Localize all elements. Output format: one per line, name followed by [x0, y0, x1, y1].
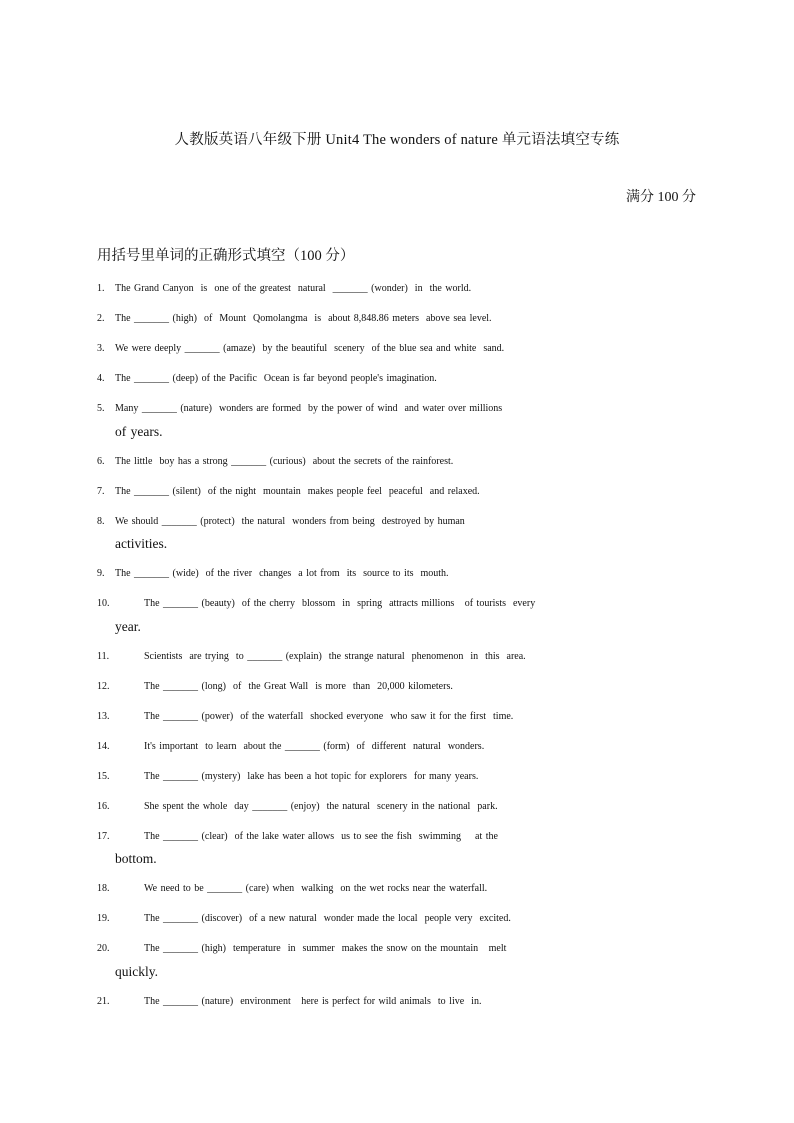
question-line	[97, 796, 697, 819]
question-text: It's important to learn about the _______ (form) of different natural wonders.	[144, 740, 485, 752]
question-item	[97, 991, 697, 1014]
question-number: 15.	[97, 770, 110, 782]
question-item	[97, 511, 697, 556]
question-item	[97, 368, 697, 391]
question-line	[97, 511, 697, 534]
question-number: 6.	[97, 455, 105, 467]
section-heading: 用括号里单词的正确形式填空（100 分）	[97, 248, 355, 264]
question-continuation: activities.	[115, 536, 168, 551]
question-line	[97, 308, 697, 331]
question-item	[97, 736, 697, 759]
question-continuation: year.	[115, 618, 141, 634]
question-line	[97, 706, 697, 729]
question-item	[97, 706, 697, 729]
question-text: The _______ (power) of the waterfall shocked everyone who saw it for the first time.	[144, 710, 514, 722]
question-item	[97, 766, 697, 789]
question-text: The _______ (clear) of the lake water allows us to see the fish swimming at the	[144, 830, 498, 842]
question-item	[97, 278, 697, 301]
question-text: The _______ (wide) of the river changes a lot from its source to its mouth.	[115, 568, 449, 579]
question-item	[97, 593, 697, 638]
question-line	[97, 481, 697, 504]
question-line	[97, 278, 697, 301]
question-number: 20.	[97, 943, 110, 954]
question-line	[97, 766, 697, 789]
question-number: 9.	[97, 568, 105, 579]
question-text: The _______ (deep) of the Pacific Ocean is far beyond people's imagination.	[115, 373, 437, 384]
question-item	[97, 676, 697, 699]
question-text: The _______ (beauty) of the cherry blossom in spring attracts millions of tourists every	[144, 598, 536, 609]
question-item	[97, 878, 697, 901]
full-score-label: 满分 100 分	[626, 190, 696, 205]
question-line	[97, 908, 697, 931]
question-number: 3.	[97, 343, 105, 354]
question-number: 19.	[97, 913, 110, 924]
question-text: The _______ (discover) of a new natural wonder made the local people very excited.	[144, 913, 511, 924]
question-item	[97, 646, 697, 669]
question-text: The _______ (nature) environment here is perfect for wild animals to live in.	[144, 995, 482, 1007]
question-line	[97, 593, 697, 616]
question-text: We were deeply _______ (amaze) by the beautiful scenery of the blue sea and white sand.	[115, 343, 505, 354]
question-number: 16.	[97, 800, 110, 812]
question-number: 8.	[97, 515, 105, 527]
question-line	[97, 991, 697, 1014]
question-text: The _______ (silent) of the night mountain makes people feel peaceful and relaxed.	[115, 485, 480, 497]
question-number: 2.	[97, 313, 105, 324]
question-number: 10.	[97, 598, 110, 609]
question-number: 11.	[97, 650, 110, 662]
question-list	[97, 278, 697, 1021]
question-item	[97, 796, 697, 819]
question-text: She spent the whole day _______ (enjoy) the natural scenery in the national park.	[144, 800, 498, 812]
question-number: 18.	[97, 883, 110, 894]
question-line	[97, 878, 697, 901]
question-text: The _______ (high) of Mount Qomolangma is about 8,848.86 meters above sea level.	[115, 313, 492, 324]
question-text: The _______ (mystery) lake has been a hot topic for explorers for many years.	[144, 770, 479, 782]
question-line	[97, 398, 697, 421]
question-text: We should _______ (protect) the natural wonders from being destroyed by human	[115, 515, 465, 527]
question-number: 7.	[97, 485, 105, 497]
question-text: The _______ (high) temperature in summer makes the snow on the mountain melt	[144, 943, 507, 954]
question-number: 14.	[97, 740, 110, 752]
question-text: The little boy has a strong _______ (curious) about the secrets of the rainforest.	[115, 455, 454, 467]
question-continuation: of years.	[115, 423, 163, 439]
question-continuation: bottom.	[115, 851, 157, 866]
question-line	[97, 338, 697, 361]
question-number: 12.	[97, 680, 110, 692]
question-item	[97, 451, 697, 474]
question-line	[97, 368, 697, 391]
question-line	[97, 646, 697, 669]
question-line	[97, 736, 697, 759]
question-number: 13.	[97, 710, 110, 722]
question-number: 4.	[97, 373, 105, 384]
question-number: 17.	[97, 830, 110, 842]
document-title: 人教版英语八年级下册 Unit4 The wonders of nature 单元语法填空专练	[174, 132, 620, 148]
question-item	[97, 938, 697, 983]
question-item	[97, 338, 697, 361]
question-line	[97, 938, 697, 961]
question-item	[97, 908, 697, 931]
question-text: Scientists are trying to _______ (explain) the strange natural phenomenon in this area.	[144, 650, 526, 662]
question-line	[97, 826, 697, 849]
question-continuation: quickly.	[115, 963, 158, 979]
question-item	[97, 308, 697, 331]
question-item	[97, 563, 697, 586]
question-text: We need to be _______ (care) when walking on the wet rocks near the waterfall.	[144, 883, 488, 894]
question-text: The _______ (long) of the Great Wall is more than 20,000 kilometers.	[144, 680, 453, 692]
question-line	[97, 451, 697, 474]
question-item	[97, 398, 697, 443]
question-line	[97, 563, 697, 586]
question-text: The Grand Canyon is one of the greatest natural _______ (wonder) in the world.	[115, 283, 472, 294]
question-text: Many _______ (nature) wonders are formed by the power of wind and water over millions	[115, 403, 503, 414]
question-number: 1.	[97, 283, 105, 294]
question-item	[97, 481, 697, 504]
question-number: 5.	[97, 403, 105, 414]
question-number: 21.	[97, 995, 110, 1007]
question-item	[97, 826, 697, 871]
question-line	[97, 676, 697, 699]
